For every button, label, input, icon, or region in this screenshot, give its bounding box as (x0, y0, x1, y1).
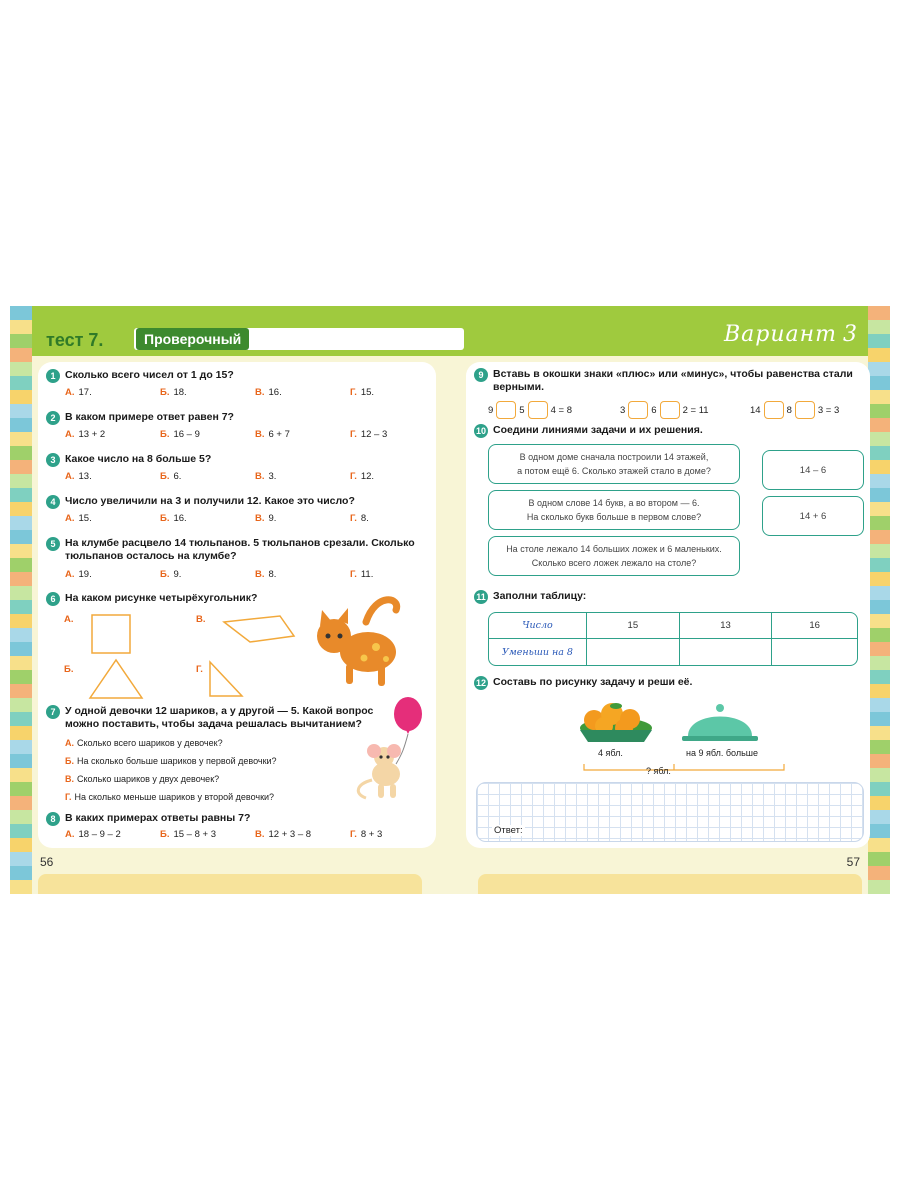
option-a[interactable]: А. 13 + 2 (65, 429, 106, 440)
right-page (466, 362, 870, 848)
eq-operand: 14 (750, 404, 761, 416)
task-text-line: На сколько букв больше в первом слове? (526, 512, 702, 522)
cat-illustration (306, 592, 416, 692)
question-text-line-1: Вставь в окошки знаки «плюс» или «минус», чтобы равенства стали (493, 368, 853, 380)
question-4 (46, 495, 426, 525)
option-g[interactable]: Г. 8. (350, 513, 369, 524)
question-number: 10 (475, 426, 486, 436)
stripe-segment (868, 474, 890, 488)
stripe-segment (868, 614, 890, 628)
option-v[interactable]: В. Сколько шариков у двух девочек? (65, 774, 220, 784)
sign-input-box[interactable] (795, 401, 815, 419)
decorative-stripes-left (10, 306, 32, 894)
option-a[interactable]: А. 18 – 9 – 2 (65, 829, 121, 840)
stripe-segment (868, 670, 890, 684)
stripe-segment (868, 516, 890, 530)
stripe-segment (10, 838, 32, 852)
option-b[interactable]: Б. 15 – 8 + 3 (160, 829, 216, 840)
option-v[interactable]: В. 8. (255, 569, 277, 580)
stripe-segment (10, 418, 32, 432)
answer-cell[interactable] (680, 639, 773, 665)
stripe-segment (10, 348, 32, 362)
question-1 (46, 369, 426, 399)
stripe-segment (10, 502, 32, 516)
stripe-segment (868, 740, 890, 754)
label-total-apples: ? ябл. (646, 766, 671, 776)
question-10 (474, 424, 864, 584)
stripe-segment (868, 768, 890, 782)
stripe-segment (868, 852, 890, 866)
shape-label-b[interactable]: Б. (64, 664, 74, 675)
question-3 (46, 453, 426, 483)
eq-operand: 3 (620, 404, 626, 416)
variant-text: Вариант (723, 322, 837, 347)
stripe-segment (868, 726, 890, 740)
option-b[interactable]: Б. 6. (160, 471, 182, 482)
bottom-strip-right (478, 874, 862, 894)
question-number: 1 (46, 369, 60, 383)
sign-input-box[interactable] (496, 401, 516, 419)
shape-label-v[interactable]: В. (196, 614, 206, 625)
task-box-1[interactable] (488, 444, 740, 484)
stripe-segment (868, 418, 890, 432)
sign-input-box[interactable] (764, 401, 784, 419)
workbook-spread (10, 306, 890, 894)
stripe-segment (868, 390, 890, 404)
stripe-segment (10, 880, 32, 894)
answer-label: Ответ: (494, 825, 523, 836)
stripe-segment (868, 376, 890, 390)
stripe-segment (868, 628, 890, 642)
stripe-segment (10, 824, 32, 838)
question-text (493, 368, 853, 394)
question-text: В каких примерах ответы равны 7? (65, 812, 251, 824)
question-text (65, 537, 415, 563)
stripe-segment (868, 362, 890, 376)
bottom-strip-left (38, 874, 422, 894)
stripe-segment (868, 432, 890, 446)
stripe-segment (868, 796, 890, 810)
shape-label-g[interactable]: Г. (196, 664, 203, 675)
stripe-segment (868, 306, 890, 320)
question-number: 3 (46, 453, 60, 467)
stripe-segment (10, 404, 32, 418)
question-number: 8 (46, 812, 60, 826)
stripe-segment (10, 530, 32, 544)
eq-result: 2 = 11 (682, 404, 709, 416)
right-triangle-shape (210, 662, 242, 696)
fill-table (488, 612, 858, 666)
eq-operand: 9 (488, 404, 494, 416)
question-text: Число увеличили на 3 и получили 12. Какое это число? (65, 495, 355, 507)
left-page (38, 362, 436, 848)
triangle-shape (90, 660, 142, 698)
question-9 (474, 368, 864, 428)
stripe-segment (868, 824, 890, 838)
option-g[interactable]: Г. 12 – 3 (350, 429, 388, 440)
option-b[interactable]: Б. 16 – 9 (160, 429, 200, 440)
stripe-segment (868, 838, 890, 852)
question-text-line-2: верными. (493, 381, 545, 393)
title-bar (134, 328, 464, 350)
question-number: 12 (475, 678, 486, 688)
question-number: 11 (474, 590, 488, 604)
stripe-segment (10, 726, 32, 740)
stripe-segment (868, 880, 890, 894)
stripe-segment (10, 684, 32, 698)
eq-operand: 5 (519, 404, 525, 416)
option-a[interactable]: А. 19. (65, 569, 92, 580)
stripe-segment (10, 488, 32, 502)
stripe-segment (868, 544, 890, 558)
question-text-line-2: можно поставить, чтобы задача решалась вычитанием? (65, 718, 362, 730)
equation-3 (750, 401, 839, 419)
stripe-segment (10, 586, 32, 600)
stripe-segment (868, 600, 890, 614)
question-text: Составь по рисунку задачу и реши её. (493, 676, 693, 688)
question-text: На каком рисунке четырёхугольник? (65, 592, 258, 604)
stripe-segment (868, 684, 890, 698)
page-number-right: 57 (846, 855, 860, 869)
option-v[interactable]: В. 12 + 3 – 8 (255, 829, 312, 840)
eq-operand: 8 (786, 404, 792, 416)
table-cell: 13 (680, 613, 773, 639)
fruit-illustration (556, 692, 796, 772)
test-label: тест 7. (46, 330, 104, 350)
stripe-segment (10, 390, 32, 404)
stripe-segment (10, 768, 32, 782)
question-text: Какое число на 8 больше 5? (65, 453, 212, 465)
test-title: Проверочный (136, 328, 249, 350)
stripe-segment (10, 614, 32, 628)
table-row (489, 639, 857, 665)
stripe-segment (10, 810, 32, 824)
option-b[interactable]: Б. 16. (160, 513, 187, 524)
stripe-segment (10, 558, 32, 572)
question-text-line-1: На клумбе расцвело 14 тюльпанов. 5 тюльпанов срезали. Сколько (65, 537, 415, 549)
page-number-left: 56 (40, 855, 54, 869)
answer-cell[interactable] (772, 639, 857, 665)
stripe-segment (868, 446, 890, 460)
option-v[interactable]: В. 9. (255, 513, 277, 524)
stripe-segment (868, 642, 890, 656)
option-v[interactable]: В. 6 + 7 (255, 429, 290, 440)
equation-1 (488, 401, 572, 419)
stripe-segment (10, 572, 32, 586)
stripe-segment (10, 376, 32, 390)
question-text-line-2: тюльпанов осталось на клумбе? (65, 550, 237, 562)
stripe-segment (868, 404, 890, 418)
question-5 (46, 537, 426, 581)
option-v[interactable]: В. 3. (255, 471, 277, 482)
option-g[interactable]: Г. 15. (350, 387, 375, 398)
question-2 (46, 411, 426, 441)
table-cell: 15 (587, 613, 680, 639)
solution-box-2[interactable]: 14 + 6 (762, 496, 864, 536)
stripe-segment (868, 712, 890, 726)
stripe-segment (10, 320, 32, 334)
question-number: 9 (474, 368, 488, 382)
table-row (489, 613, 857, 639)
question-number: 2 (46, 411, 60, 425)
task-box-2[interactable] (488, 490, 740, 530)
question-text-line-1: У одной девочки 12 шариков, а у другой — 5. Какой вопрос (65, 705, 374, 717)
stripe-segment (10, 656, 32, 670)
label-dish-apples: на 9 ябл. больше (686, 748, 758, 758)
question-number: 6 (46, 592, 60, 606)
stripe-segment (10, 460, 32, 474)
stripe-segment (868, 782, 890, 796)
stripe-segment (10, 642, 32, 656)
stripe-segment (868, 460, 890, 474)
row-label-number: Число (489, 613, 587, 639)
task-text-line: Сколько всего ложек лежало на столе? (531, 558, 697, 568)
stripe-segment (10, 446, 32, 460)
stripe-segment (10, 754, 32, 768)
question-number: 7 (46, 705, 60, 719)
task-text-line: В одном доме сначала построили 14 этажей, (519, 452, 709, 462)
stripe-segment (868, 558, 890, 572)
option-g[interactable]: Г. 12. (350, 471, 375, 482)
stripe-segment (10, 796, 32, 810)
option-g[interactable]: Г. 8 + 3 (350, 829, 383, 840)
task-text-line: На столе лежало 14 больших ложек и 6 маленьких. (506, 544, 722, 554)
quadrilateral-shape (224, 616, 294, 642)
option-v[interactable]: В. 16. (255, 387, 282, 398)
question-text: Соедини линиями задачи и их решения. (493, 424, 703, 436)
question-text: Заполни таблицу: (493, 590, 587, 602)
option-b[interactable]: Б. На сколько больше шариков у первой девочки? (65, 756, 277, 766)
stripe-segment (10, 516, 32, 530)
table-cell: 16 (772, 613, 857, 639)
stripe-segment (10, 740, 32, 754)
question-text: Сколько всего чисел от 1 до 15? (65, 369, 234, 381)
stripe-segment (10, 698, 32, 712)
stripe-segment (10, 334, 32, 348)
solution-box-1[interactable]: 14 – 6 (762, 450, 864, 490)
option-a[interactable]: А. Сколько всего шариков у девочек? (65, 738, 223, 748)
stripe-segment (10, 670, 32, 684)
stripe-segment (10, 362, 32, 376)
sign-input-box[interactable] (660, 401, 680, 419)
stripe-segment (868, 572, 890, 586)
label-basket-apples: 4 ябл. (598, 748, 623, 758)
variant-number: 3 (843, 322, 858, 347)
sign-input-box[interactable] (628, 401, 648, 419)
task-box-3[interactable] (488, 536, 740, 576)
option-g[interactable]: Г. На сколько меньше шариков у второй девочки? (65, 792, 275, 802)
option-g[interactable]: Г. 11. (350, 569, 374, 580)
stripe-segment (868, 348, 890, 362)
option-a[interactable]: А. 13. (65, 471, 92, 482)
stripe-segment (868, 530, 890, 544)
question-number: 5 (46, 537, 60, 551)
mouse-with-balloon-illustration (346, 694, 436, 806)
sign-input-box[interactable] (528, 401, 548, 419)
equation-2 (620, 401, 709, 419)
stripe-segment (10, 852, 32, 866)
stripe-segment (868, 586, 890, 600)
stripe-segment (10, 782, 32, 796)
stripe-segment (868, 502, 890, 516)
square-shape (92, 615, 130, 653)
eq-operand: 6 (651, 404, 657, 416)
task-text-line: В одном слове 14 букв, а во втором — 6. (528, 498, 700, 508)
variant-label (724, 322, 858, 347)
row-label-decrease: Уменьши на 8 (489, 639, 587, 665)
task-text-line: а потом ещё 6. Сколько этажей стало в доме? (517, 466, 711, 476)
stripe-segment (868, 488, 890, 502)
stripe-segment (10, 628, 32, 642)
stripe-segment (868, 698, 890, 712)
stripe-segment (10, 306, 32, 320)
shape-label-a[interactable]: А. (64, 614, 74, 625)
stripe-segment (10, 712, 32, 726)
question-text (65, 705, 373, 731)
question-number: 4 (46, 495, 60, 509)
stripe-segment (868, 334, 890, 348)
answer-cell[interactable] (587, 639, 680, 665)
stripe-segment (868, 320, 890, 334)
option-a[interactable]: А. 17. (65, 387, 92, 398)
stripe-segment (10, 866, 32, 880)
stripe-segment (10, 544, 32, 558)
stripe-segment (868, 656, 890, 670)
answer-grid-area[interactable] (476, 782, 864, 842)
stripe-segment (10, 600, 32, 614)
stripe-segment (868, 810, 890, 824)
eq-result: 4 = 8 (550, 404, 572, 416)
option-a[interactable]: А. 15. (65, 513, 92, 524)
option-b[interactable]: Б. 18. (160, 387, 187, 398)
option-b[interactable]: Б. 9. (160, 569, 182, 580)
eq-result: 3 = 3 (817, 404, 840, 416)
question-8 (46, 812, 426, 842)
stripe-segment (868, 754, 890, 768)
question-6 (46, 592, 426, 702)
question-text: В каком примере ответ равен 7? (65, 411, 234, 423)
decorative-stripes-right (868, 306, 890, 894)
stripe-segment (868, 866, 890, 880)
stripe-segment (10, 432, 32, 446)
stripe-segment (10, 474, 32, 488)
page-header (32, 306, 868, 356)
